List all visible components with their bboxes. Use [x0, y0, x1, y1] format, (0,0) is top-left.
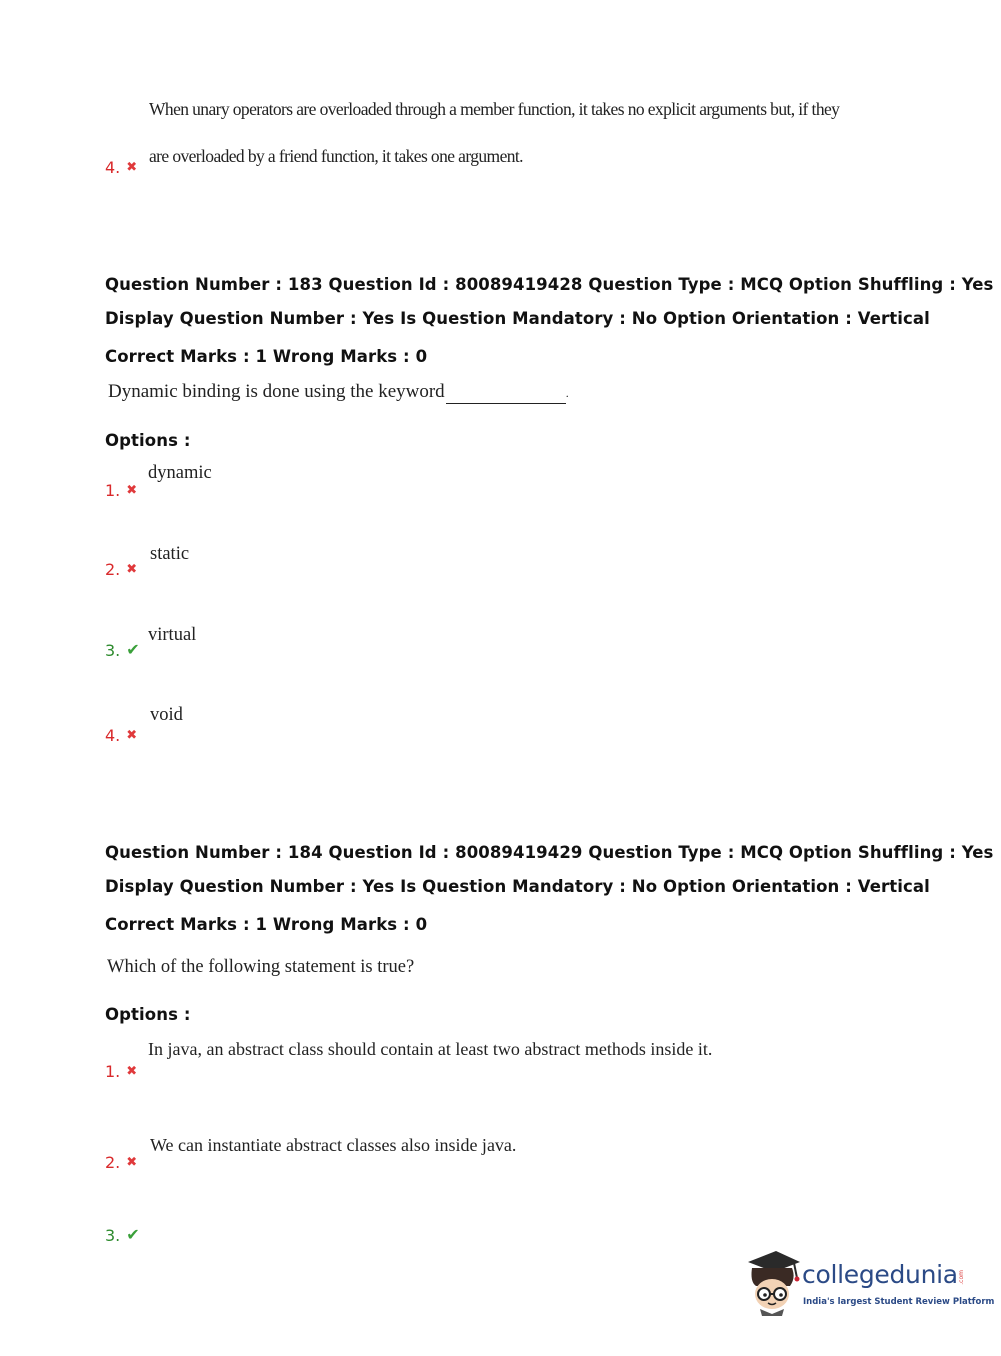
q183-option-2-number — [105, 560, 137, 579]
option-number: 2. — [105, 560, 121, 579]
q184-meta-line1: Question Number : 184 Question Id : 80089419429 Question Type : MCQ Option Shuffling : Yes — [105, 843, 994, 862]
wrong-mark-icon: ✖ — [126, 160, 138, 175]
q183-option-1-number — [105, 481, 137, 500]
q183-question — [108, 381, 569, 404]
q184-option-2-number — [105, 1153, 137, 1172]
q183-option-2-text: static — [150, 544, 190, 564]
q183-options-label: Options : — [105, 431, 191, 450]
q183-meta-line1: Question Number : 183 Question Id : 80089419428 Question Type : MCQ Option Shuffling : Yes — [105, 275, 994, 294]
correct-mark-icon: ✔ — [126, 640, 140, 659]
q184-option-1-text: In java, an abstract class should contain at least two abstract methods inside it. — [148, 1039, 713, 1059]
q184-marks: Correct Marks : 1 Wrong Marks : 0 — [105, 915, 428, 934]
q183-option-4-text: void — [150, 705, 183, 725]
q183-question-text: Dynamic binding is done using the keyword — [108, 381, 445, 402]
q183-marks: Correct Marks : 1 Wrong Marks : 0 — [105, 347, 428, 366]
q184-options-label: Options : — [105, 1005, 191, 1024]
prev-option-4-line1: When unary operators are overloaded through a member function, it takes no explicit arguments but, if they — [149, 99, 840, 119]
prev-option-4-line2: are overloaded by a friend function, it takes one argument. — [149, 146, 523, 166]
q184-option-2-text: We can instantiate abstract classes also inside java. — [150, 1135, 517, 1155]
wrong-mark-icon: ✖ — [126, 1155, 138, 1170]
option-number: 3. — [105, 1226, 121, 1245]
q183-option-3-number — [105, 640, 140, 660]
mascot-icon — [742, 1248, 804, 1318]
q184-option-3-number — [105, 1225, 140, 1245]
q183-option-3-text: virtual — [148, 625, 197, 645]
option-number: 1. — [105, 1062, 121, 1081]
logo-suffix: .com — [958, 1270, 965, 1285]
logo-name: collegedunia — [802, 1260, 958, 1289]
option-number: 2. — [105, 1153, 121, 1172]
q183-question-end: . — [565, 386, 569, 400]
collegedunia-logo — [742, 1248, 995, 1318]
logo-tagline: India's largest Student Review Platform — [803, 1297, 995, 1307]
q183-option-1-text: dynamic — [148, 463, 212, 483]
answer-blank — [446, 381, 566, 404]
wrong-mark-icon: ✖ — [126, 728, 138, 743]
q184-option-1-number — [105, 1062, 137, 1081]
option-number: 3. — [105, 641, 121, 660]
wrong-mark-icon: ✖ — [126, 562, 138, 577]
q183-option-4-number — [105, 726, 137, 745]
wrong-mark-icon: ✖ — [126, 483, 138, 498]
wrong-mark-icon: ✖ — [126, 1064, 138, 1079]
q183-meta-line2: Display Question Number : Yes Is Question Mandatory : No Option Orientation : Vertical — [105, 309, 930, 328]
q184-question: Which of the following statement is true? — [107, 957, 415, 977]
option-number: 4. — [105, 726, 121, 745]
correct-mark-icon: ✔ — [126, 1225, 140, 1244]
q184-meta-line2: Display Question Number : Yes Is Question Mandatory : No Option Orientation : Vertical — [105, 877, 930, 896]
option-number: 1. — [105, 481, 121, 500]
prev-option-4-number — [105, 158, 137, 177]
option-number: 4. — [105, 158, 121, 177]
